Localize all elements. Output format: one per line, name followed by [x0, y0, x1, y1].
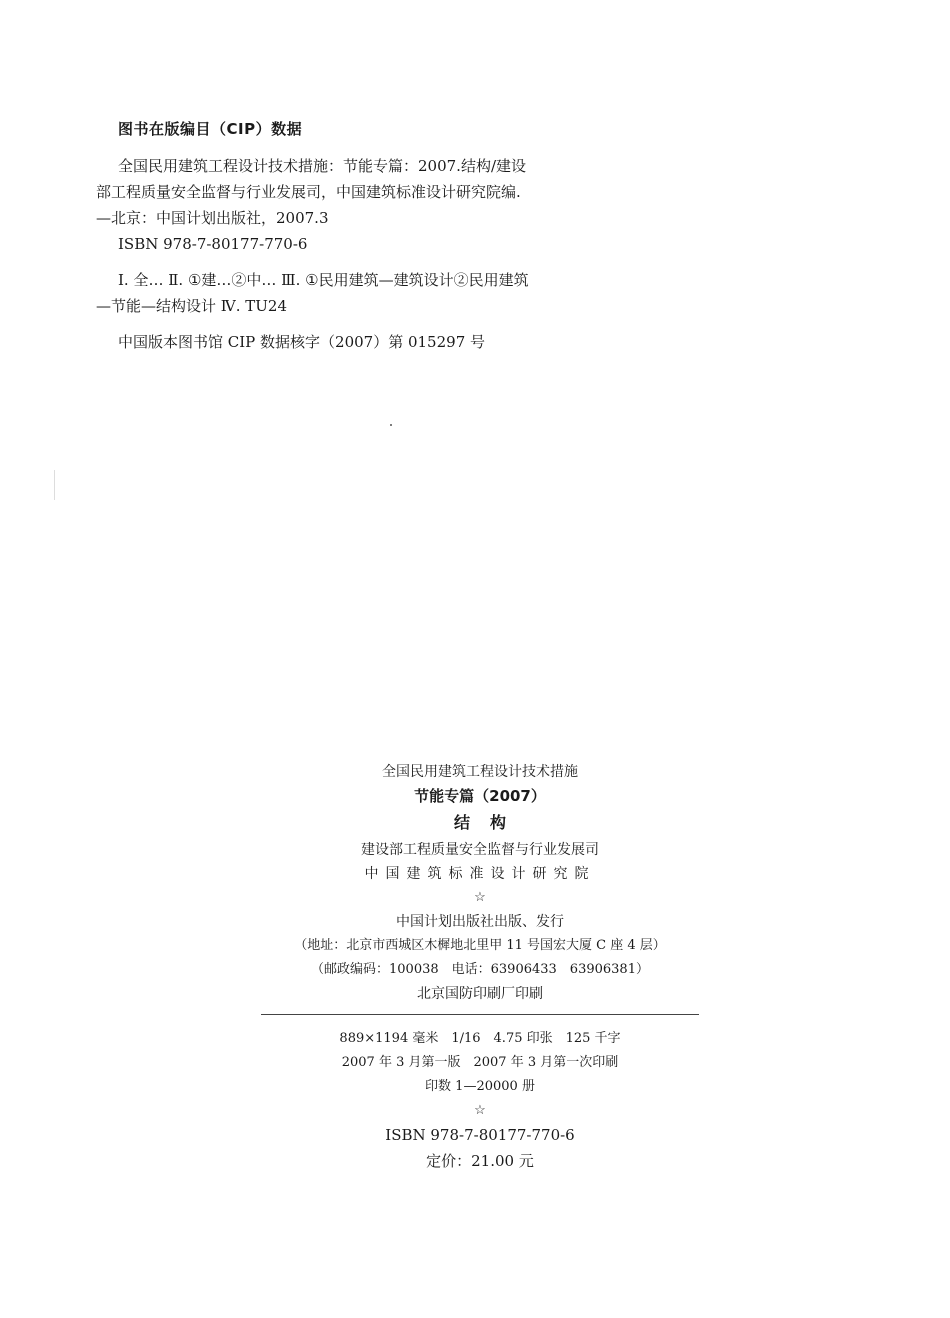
series-title: 全国民用建筑工程设计技术措施	[382, 764, 578, 780]
editor-primary: 建设部工程质量安全监督与行业发展司	[361, 842, 599, 858]
publisher-address: （地址：北京市西城区木樨地北里甲 11 号国宏大厦 C 座 4 层）	[294, 938, 666, 953]
cip-classification: Ⅰ. 全… Ⅱ. ①建…②中… Ⅲ. ①民用建筑—建筑设计②民用建筑—节能—结构设计 Ⅳ. TU24	[96, 271, 529, 315]
volume-title: 节能专篇（2007）	[414, 787, 546, 805]
section-title: 结构	[453, 813, 526, 832]
price-line: 定价：21.00 元	[426, 1152, 534, 1170]
edition-info: 2007 年 3 月第一版 2007 年 3 月第一次印刷	[341, 1055, 619, 1070]
cip-data-block	[96, 118, 536, 355]
printer-line: 北京国防印刷厂印刷	[417, 986, 543, 1002]
isbn-line: ISBN 978-7-80177-770-6	[385, 1126, 575, 1144]
cip-isbn: ISBN 978-7-80177-770-6	[118, 235, 308, 253]
cip-verification-number: 中国版本图书馆 CIP 数据核字（2007）第 015297 号	[118, 333, 486, 351]
scan-edge-mark	[54, 470, 55, 500]
scan-speck	[390, 424, 392, 426]
editor-secondary: 中国建筑标准设计研究院	[364, 866, 596, 882]
publisher-contact: （邮政编码：100038 电话：63906433 63906381）	[311, 962, 649, 977]
cip-description: 全国民用建筑工程设计技术措施：节能专篇：2007.结构/建设部工程质量安全监督与行业发展司，中国建筑标准设计研究院编. —北京：中国计划出版社，2007.3	[96, 157, 526, 227]
star-divider-icon: ☆	[474, 1103, 486, 1118]
star-divider-icon: ☆	[474, 890, 486, 905]
colophon	[260, 760, 700, 1173]
divider-rule	[261, 1014, 699, 1015]
cip-heading: 图书在版编目（CIP）数据	[118, 120, 303, 138]
format-specs: 889×1194 毫米 1/16 4.75 印张 125 千字	[339, 1031, 621, 1046]
print-run: 印数 1—20000 册	[425, 1079, 535, 1094]
publisher-line: 中国计划出版社出版、发行	[396, 914, 564, 930]
